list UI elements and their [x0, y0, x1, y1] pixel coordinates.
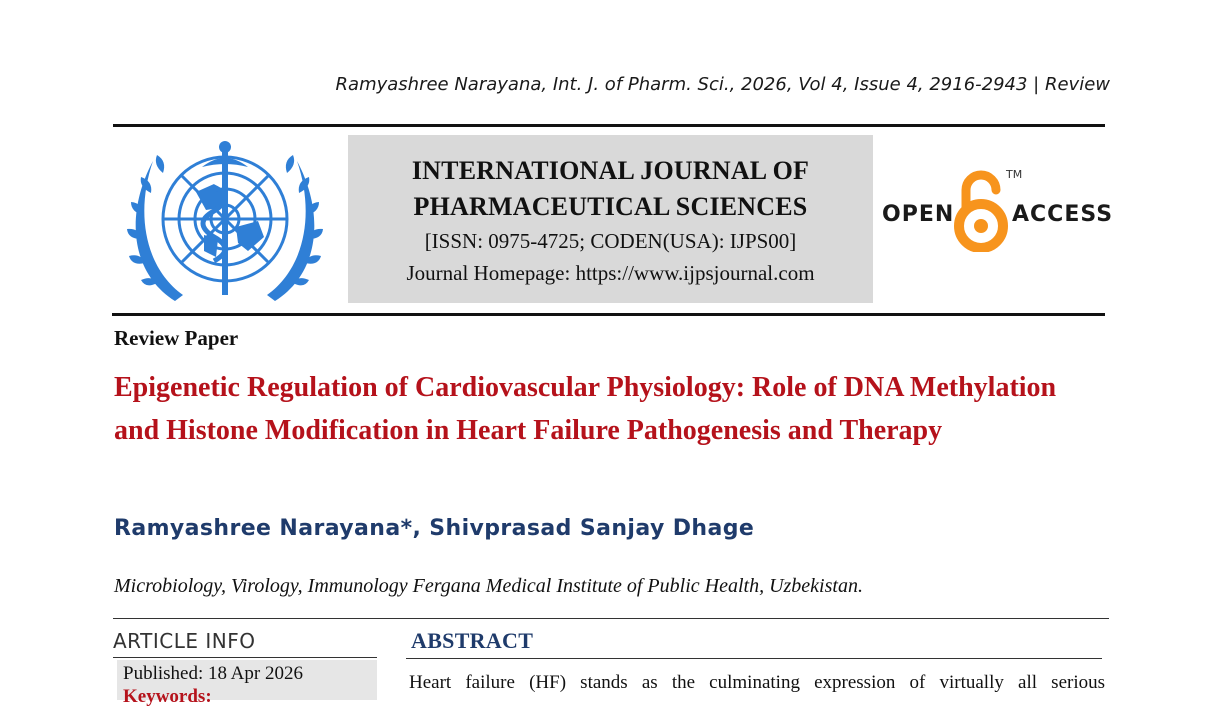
article-info-rule	[113, 657, 377, 658]
header-rule-bottom	[112, 313, 1105, 316]
article-info-box	[117, 660, 377, 707]
abstract-heading: ABSTRACT	[411, 628, 534, 653]
open-access-right: ACCESS	[1012, 202, 1114, 227]
open-access-lock-icon	[952, 166, 1014, 252]
article-authors: Ramyashree Narayana*, Shivprasad Sanjay Dhage	[114, 516, 755, 541]
header-rule-top	[113, 124, 1105, 127]
author-affiliation: Microbiology, Virology, Immunology Fergana Medical Institute of Public Health, Uzbekistan.	[114, 575, 863, 597]
journal-issn: [ISSN: 0975-4725; CODEN(USA): IJPS00]	[424, 229, 797, 253]
open-access-tm: TM	[1006, 168, 1023, 181]
journal-emblem-icon	[126, 137, 324, 307]
open-access-logo	[878, 166, 1114, 256]
open-access-left: OPEN	[882, 202, 955, 227]
keywords-label: Keywords:	[123, 686, 212, 707]
journal-name: INTERNATIONAL JOURNAL OF PHARMACEUTICAL SCIENCES	[411, 156, 810, 221]
published-date: Published: 18 Apr 2026	[123, 663, 303, 684]
abstract-text: Heart failure (HF) stands as the culminating expression of virtually all serious	[409, 672, 1105, 693]
section-divider	[113, 618, 1109, 619]
article-type: Review Paper	[114, 326, 239, 350]
journal-header-box	[348, 135, 873, 303]
journal-homepage[interactable]: Journal Homepage: https://www.ijpsjournal.com	[406, 261, 815, 285]
article-info-heading: ARTICLE INFO	[113, 629, 256, 653]
article-title: Epigenetic Regulation of Cardiovascular Physiology: Role of DNA Methylation and Histone Modification in Heart Failure Pathogenesis and Therapy	[114, 372, 1057, 446]
citation-line: Ramyashree Narayana, Int. J. of Pharm. Sci., 2026, Vol 4, Issue 4, 2916-2943 | Review	[335, 74, 1110, 95]
abstract-rule	[406, 658, 1102, 659]
